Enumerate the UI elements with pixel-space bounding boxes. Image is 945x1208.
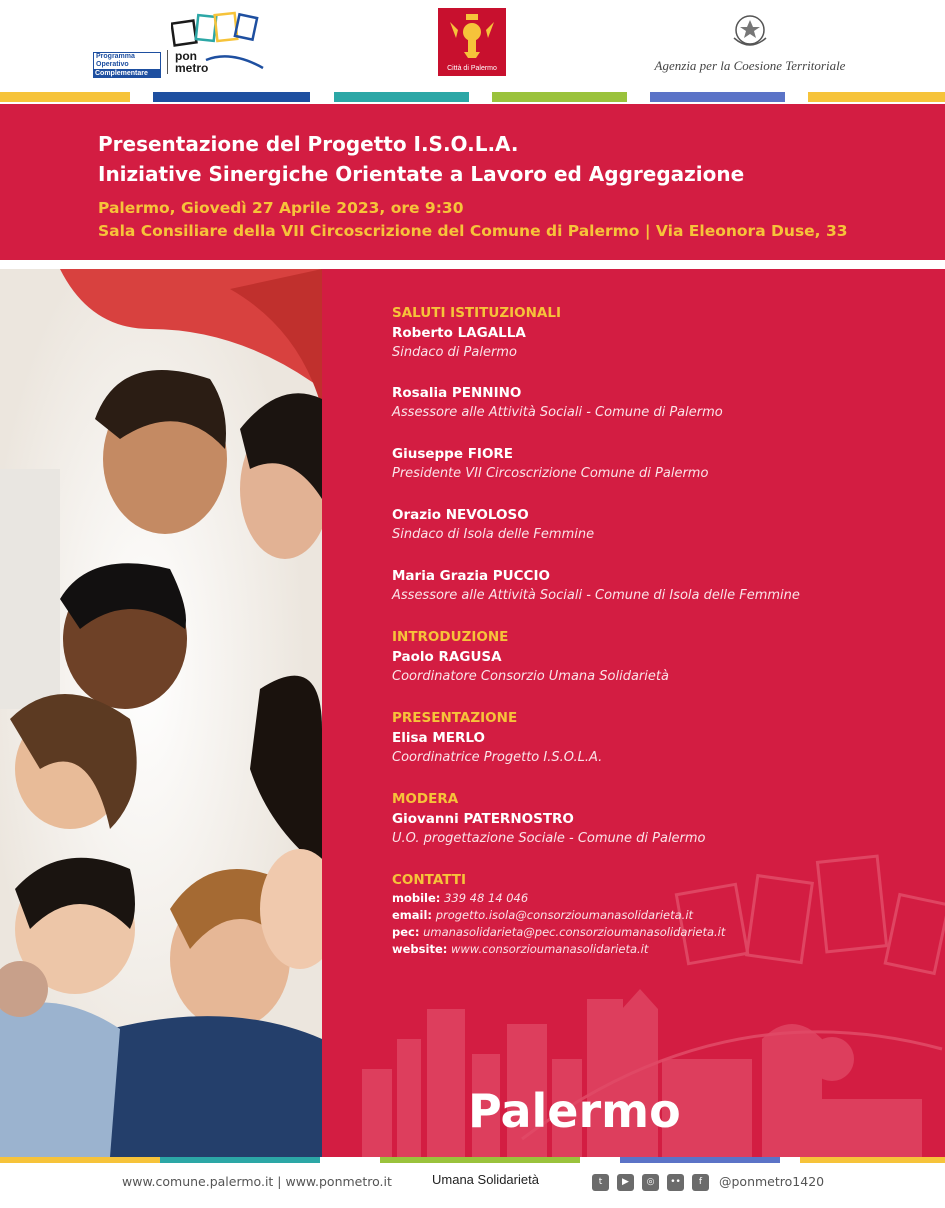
speaker-name: Paolo RAGUSA (392, 649, 502, 665)
presentazione-section (392, 708, 932, 768)
mobile-label: mobile: (392, 891, 441, 905)
social-handle[interactable]: @ponmetro1420 (719, 1174, 825, 1189)
title-band (0, 104, 945, 260)
event-subtitle: Iniziative Sinergiche Orientate a Lavoro ed Aggregazione (98, 162, 745, 186)
mobile-value[interactable]: 339 48 14 046 (444, 891, 529, 905)
facebook-icon[interactable]: f (692, 1174, 709, 1191)
pon-metro-logo (93, 10, 268, 76)
footer-links[interactable]: www.comune.palermo.it | www.ponmetro.it (122, 1174, 392, 1189)
modera-section (392, 789, 932, 849)
pon-name-line1: pon (175, 49, 197, 63)
email-label: email: (392, 908, 433, 922)
speaker-role: Assessore alle Attività Sociali - Comune di Palermo (392, 405, 723, 420)
pon-name-line2: metro (175, 61, 209, 75)
speaker-name: Orazio NEVOLOSO (392, 507, 529, 523)
website-link[interactable]: www.consorzioumanasolidarieta.it (451, 942, 649, 956)
italian-emblem-icon (640, 8, 860, 56)
umana-solidarieta-logo: Umana Solidarietà (432, 1172, 539, 1187)
speaker-entry (392, 566, 932, 606)
programma-complementare-badge (93, 52, 161, 77)
friends-circle-photo (0, 269, 322, 1157)
speaker-role: Coordinatrice Progetto I.S.O.L.A. (392, 750, 603, 765)
modera-heading: MODERA (392, 791, 459, 807)
program-content (392, 303, 932, 958)
flickr-icon[interactable]: •• (667, 1174, 684, 1191)
speaker-name: Giuseppe FIORE (392, 446, 514, 462)
speaker-name: Roberto LAGALLA (392, 325, 526, 341)
logo-separator (167, 50, 168, 74)
speaker-entry (392, 505, 932, 545)
palermo-wordmark: Palermo (468, 1084, 681, 1138)
speaker-name: Elisa MERLO (392, 730, 485, 746)
introduzione-heading: INTRODUZIONE (392, 629, 509, 645)
contact-pec (392, 924, 932, 941)
speaker-role: Sindaco di Isola delle Femmine (392, 527, 595, 542)
introduzione-section (392, 627, 932, 687)
speaker-role: Coordinatore Consorzio Umana Solidarietà (392, 669, 669, 684)
contact-email (392, 907, 932, 924)
speaker-name: Rosalia PENNINO (392, 385, 522, 401)
speaker-role: U.O. progettazione Sociale - Comune di Palermo (392, 831, 706, 846)
speaker-role: Sindaco di Palermo (392, 345, 517, 360)
contatti-section (392, 870, 932, 958)
pon-line2: Complementare (93, 70, 161, 78)
palermo-eagle-icon (438, 8, 506, 60)
speaker-entry (392, 444, 932, 484)
speaker-name: Giovanni PATERNOSTRO (392, 811, 574, 827)
pec-link[interactable]: umanasolidarieta@pec.consorzioumanasolidarieta.it (423, 925, 726, 939)
contact-website (392, 941, 932, 958)
contatti-heading: CONTATTI (392, 872, 466, 888)
saluti-heading: SALUTI ISTITUZIONALI (392, 305, 561, 321)
citta-di-palermo-logo (438, 8, 506, 76)
event-title: Presentazione del Progetto I.S.O.L.A. (98, 132, 519, 156)
contact-mobile (392, 890, 932, 907)
saluti-section (392, 303, 932, 363)
presentazione-heading: PRESENTAZIONE (392, 710, 518, 726)
instagram-icon[interactable]: ◎ (642, 1174, 659, 1191)
speaker-role: Presidente VII Circoscrizione Comune di Palermo (392, 466, 709, 481)
speaker-name: Maria Grazia PUCCIO (392, 568, 550, 584)
twitter-icon[interactable]: t (592, 1174, 609, 1191)
youtube-icon[interactable]: ▶ (617, 1174, 634, 1191)
event-venue: Sala Consiliare della VII Circoscrizione del Comune di Palermo | Via Eleonora Duse, 33 (98, 222, 848, 240)
top-color-strip (0, 92, 945, 102)
program-panel (322, 269, 945, 1157)
pec-label: pec: (392, 925, 420, 939)
speaker-role: Assessore alle Attività Sociali - Comune di Isola delle Femmine (392, 588, 800, 603)
header (0, 0, 945, 90)
footer (0, 1165, 945, 1208)
agenzia-coesione-logo (640, 8, 860, 78)
group-photo (0, 269, 322, 1157)
agency-label: Agenzia per la Coesione Territoriale (654, 58, 846, 73)
website-label: website: (392, 942, 448, 956)
speaker-entry (392, 383, 932, 423)
city-label: Città di Palermo (447, 65, 497, 72)
event-date: Palermo, Giovedì 27 Aprile 2023, ore 9:30 (98, 199, 464, 217)
bottom-color-strip (0, 1157, 945, 1163)
pon-line1: Programma Operativo (93, 52, 161, 70)
email-link[interactable]: progetto.isola@consorzioumanasolidarieta.it (435, 908, 694, 922)
